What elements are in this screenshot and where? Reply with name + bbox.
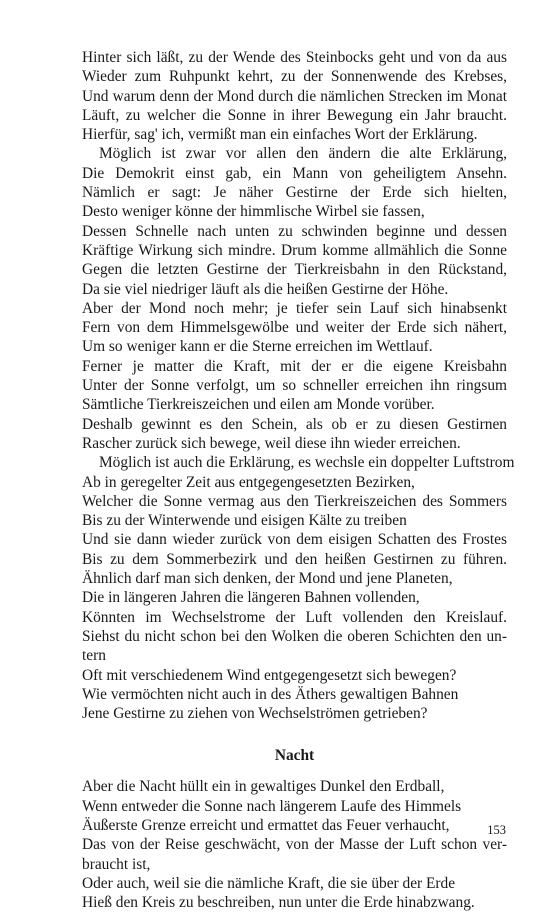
- text-line: Ferner je matter die Kraft, mit der er die eigene Kreisbahn: [82, 357, 507, 375]
- text-line: Äußerste Grenze erreicht und ermattet das Feuer verhaucht,: [82, 816, 450, 834]
- text-line: Und sie dann wieder zurück von dem eisigen Schatten des Frostes: [82, 531, 507, 549]
- text-line: Bis zu der Winterwende und eisigen Kälte zu treiben: [82, 512, 407, 530]
- text-line: Hieß den Kreis zu beschreiben, nun unter die Erde hinabzwang.: [82, 894, 475, 912]
- poem-section-2: [82, 777, 507, 912]
- text-line: Hinter sich läßt, zu der Wende des Steinbocks geht und von da aus: [82, 49, 507, 66]
- text-line: Ähnlich darf man sich denken, der Mond und jene Planeten,: [82, 570, 453, 588]
- text-line: Möglich ist auch die Erklärung, es wechsle ein doppelter Luftstrom: [99, 454, 515, 472]
- page-body: [82, 48, 515, 912]
- text-line: Aber die Nacht hüllt ein in gewaltiges Dunkel den Erdball,: [82, 778, 445, 796]
- text-line: Da sie viel niedriger läuft als die heißen Gestirne der Höhe.: [82, 280, 449, 298]
- text-line: Dessen Schnelle nach unten zu schwinden beginne und dessen: [82, 222, 507, 240]
- text-line: Das von der Reise geschwächt, von der Masse der Luft schon ver-: [82, 836, 507, 854]
- text-line: Wieder zum Ruhpunkt kehrt, zu der Sonnenwende des Krebses,: [82, 68, 507, 86]
- text-line: Fern von dem Himmelsgewölbe und weiter der Erde sich nähert,: [82, 319, 507, 337]
- text-line: Kräftige Wirkung sich mindre. Drum komme allmählich die Sonne: [82, 241, 507, 259]
- text-line: Könnten im Wechselstrome der Luft vollenden den Kreislauf.: [82, 608, 507, 626]
- text-line: braucht ist,: [82, 855, 151, 873]
- text-line: Um so weniger kann er die Sterne erreichen im Wettlauf.: [82, 338, 433, 356]
- page-number: 153: [487, 823, 506, 837]
- text-line: Möglich ist zwar vor allen den ändern die alte Erklärung,: [99, 145, 507, 163]
- text-line: Bis zu dem Sommerbezirk und den heißen Gestirnen zu führen.: [82, 550, 507, 568]
- text-line: Gegen die letzten Gestirne der Tierkreisbahn in den Rückstand,: [82, 261, 507, 279]
- text-line: Und warum denn der Mond durch die nämlichen Strecken im Monat: [82, 87, 507, 105]
- text-line: Siehst du nicht schon bei den Wolken die oberen Schichten den un-: [82, 627, 507, 645]
- text-line: Desto weniger könne der himmlische Wirbel sie fassen,: [82, 203, 425, 221]
- poem-section-1: [82, 48, 515, 723]
- text-line: Die Demokrit einst gab, ein Mann von geheiligtem Ansehn.: [82, 164, 507, 182]
- text-line: Deshalb gewinnt es den Schein, als ob er zu diesen Gestirnen: [82, 415, 507, 433]
- text-line: tern: [82, 647, 106, 665]
- text-line: Oder auch, weil sie die nämliche Kraft, die sie über der Erde: [82, 874, 456, 892]
- text-line: Die in längeren Jahren die längeren Bahnen vollenden,: [82, 589, 420, 607]
- text-line: Sämtliche Tierkreiszeichen und eilen am Monde vorüber.: [82, 396, 435, 414]
- text-line: Wie vermöchten nicht auch in des Äthers gewaltigen Bahnen: [82, 685, 459, 703]
- text-line: Aber der Mond noch mehr; je tiefer sein Lauf sich hinabsenkt: [82, 299, 507, 317]
- text-line: Welcher die Sonne vermag aus den Tierkreiszeichen des Sommers: [82, 492, 507, 510]
- section-heading: Nacht: [274, 747, 315, 765]
- text-line: Jene Gestirne zu ziehen von Wechselströmen getrieben?: [82, 705, 428, 723]
- text-line: Hierfür, sag' ich, vermißt man ein einfaches Wort der Erklärung.: [82, 126, 478, 144]
- text-line: Unter der Sonne verfolgt, um so schneller erreichen ihn ringsum: [82, 377, 507, 395]
- text-line: Rascher zurück sich bewege, weil diese ihn wieder erreichen.: [82, 434, 461, 452]
- text-line: Wenn entweder die Sonne nach längerem Laufe des Himmels: [82, 797, 462, 815]
- text-line: Läuft, zu welcher die Sonne in ihrer Bewegung ein Jahr braucht.: [82, 106, 507, 124]
- text-line: Nämlich er sagt: Je näher Gestirne der Erde sich hielten,: [82, 184, 507, 202]
- text-line: Ab in geregelter Zeit aus entgegengesetzten Bezirken,: [82, 473, 415, 491]
- text-line: Oft mit verschiedenem Wind entgegengesetzt sich bewegen?: [82, 666, 457, 684]
